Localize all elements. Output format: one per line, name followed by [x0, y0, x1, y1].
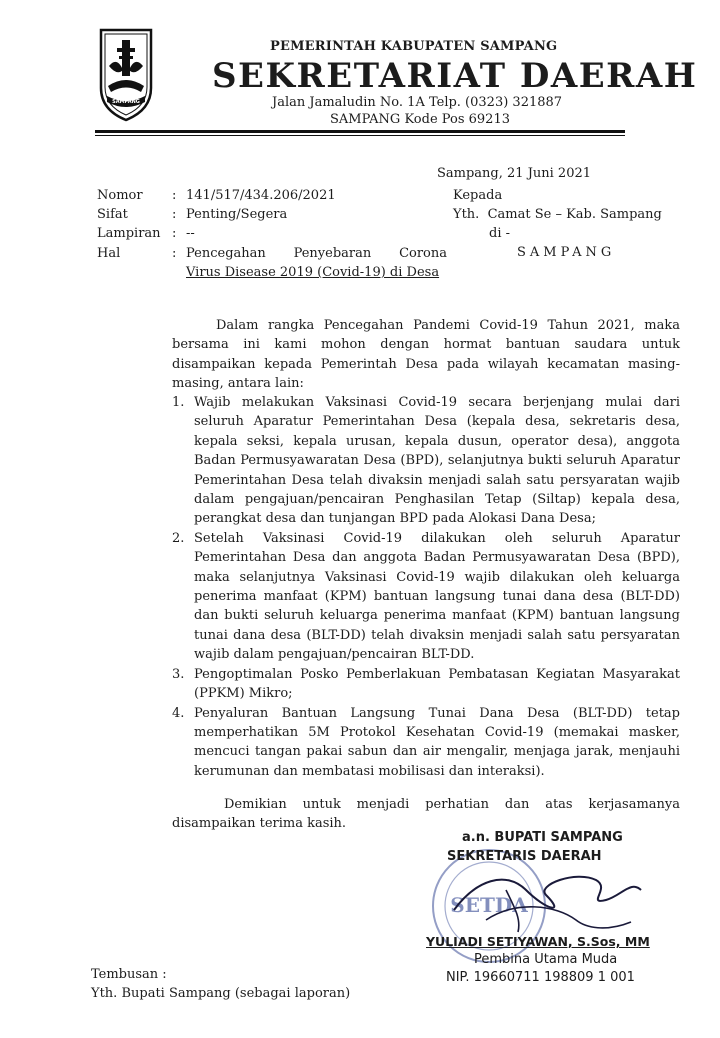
- stamp-text: SETDA: [450, 893, 528, 917]
- meta-value-lampiran: --: [186, 226, 195, 241]
- meta-label-nomor: Nomor: [97, 188, 143, 203]
- list-item: [172, 665, 680, 704]
- handwritten-signature: [446, 860, 646, 940]
- letterhead-government: PEMERINTAH KABUPATEN SAMPANG: [270, 39, 558, 54]
- signature-title: SEKRETARIS DAERAH: [447, 849, 602, 864]
- signatory-rank: Pembina Utama Muda: [474, 952, 618, 967]
- recipient-yth: Yth. Camat Se – Kab. Sampang: [453, 207, 662, 222]
- meta-colon: :: [172, 226, 177, 241]
- cc-line: Yth. Bupati Sampang (sebagai laporan): [91, 986, 351, 1001]
- meta-value-sifat: Penting/Segera: [186, 207, 288, 222]
- list-text: Penyaluran Bantuan Langsung Tunai Dana Desa (BLT-DD) tetap memperhatikan 5M Protokol Kesehatan Covid-19 (memakai masker, mencuci tangan pakai sabun dan air mengalir, menjaga jarak, menjauhi kerumunan dan membatasi mobilisasi dan interaksi).: [194, 705, 680, 779]
- letterhead-postal: SAMPANG Kode Pos 69213: [330, 112, 510, 127]
- list-item: [172, 704, 680, 782]
- closing-paragraph: Demikian untuk menjadi perhatian dan atas kerjasamanya disampaikan terima kasih.: [172, 797, 680, 832]
- list-text: Wajib melakukan Vaksinasi Covid-19 secara berjenjang mulai dari seluruh Aparatur Pemerintahan Desa (kepala desa, sekretaris desa, kepala seksi, kepala urusan, kepala dusun, operator desa), anggota Badan Permusyawaratan Desa (BPD), selanjutnya bukti seluruh Aparatur Pemerintahan Desa telah divaksin menjadi salah satu persyaratan wajib dalam pengajuan/pencairan Penghasilan Tetap (Siltap) kepala desa, perangkat desa dan tunjangan BPD pada Alokasi Dana Desa;: [194, 395, 680, 527]
- recipient-di: di -: [489, 226, 511, 241]
- meta-label-sifat: Sifat: [97, 207, 128, 222]
- letter-date: Sampang, 21 Juni 2021: [437, 166, 592, 181]
- list-number: 3.: [172, 666, 185, 682]
- list-text: Pengoptimalan Posko Pemberlakuan Pembatasan Kegiatan Masyarakat (PPKM) Mikro;: [194, 666, 680, 702]
- signatory-name: YULIADI SETIYAWAN, S.Sos, MM: [426, 934, 650, 949]
- hal-line-2: Virus Disease 2019 (Covid-19) di Desa: [186, 265, 440, 280]
- letterhead-address: Jalan Jamaludin No. 1A Telp. (0323) 321887: [272, 95, 563, 110]
- meta-colon: :: [172, 207, 177, 222]
- letterhead-rule-thin: [95, 135, 625, 136]
- hal-word: Corona: [399, 246, 447, 261]
- letterhead-rule-thick: [95, 130, 625, 133]
- signatory-nip: NIP. 19660711 198809 1 001: [446, 970, 635, 985]
- list-number: 2.: [172, 530, 185, 546]
- meta-value-nomor: 141/517/434.206/2021: [186, 188, 336, 203]
- recipient-place: SAMPANG: [517, 245, 616, 260]
- cc-label: Tembusan :: [91, 967, 167, 982]
- regency-emblem-logo: [95, 26, 157, 122]
- hal-word: Pencegahan: [186, 246, 266, 261]
- list-item: [172, 529, 680, 665]
- opening-paragraph: Dalam rangka Pencegahan Pandemi Covid-19 Tahun 2021, maka bersama ini kami mohon dengan hormat bantuan saudara untuk disampaikan kepada Pemerintah Desa pada wilayah kecamatan masing-masing, antara lain:: [172, 318, 680, 392]
- signature-on-behalf: a.n. BUPATI SAMPANG: [462, 830, 623, 845]
- meta-label-hal: Hal: [97, 246, 121, 261]
- meta-colon: :: [172, 188, 177, 203]
- list-number: 4.: [172, 705, 185, 721]
- list-item: [172, 393, 680, 529]
- hal-word: Penyebaran: [293, 246, 372, 261]
- cc-block: [91, 965, 350, 1003]
- meta-value-hal: [186, 244, 447, 282]
- meta-colon: :: [172, 246, 177, 261]
- letterhead-office: SEKRETARIAT DAERAH: [212, 56, 698, 96]
- instruction-list: [172, 393, 680, 781]
- logo-text: SAMPANG: [112, 99, 140, 105]
- list-number: 1.: [172, 395, 185, 410]
- meta-label-lampiran: Lampiran: [97, 226, 161, 241]
- recipient-kepada: Kepada: [453, 188, 503, 203]
- list-text: Setelah Vaksinasi Covid-19 dilakukan oleh seluruh Aparatur Pemerintahan Desa dan anggota Badan Permusyawaratan Desa (BPD), maka selanjutnya Vaksinasi Covid-19 wajib dilakukan oleh keluarga penerima manfaat (KPM) bantuan langsung tunai dana desa (BLT-DD) dan bukti seluruh keluarga penerima manfaat (KPM) bantuan langsung tunai dana desa (BLT-DD) telah divaksin menjadi salah satu persyaratan wajib dalam pengajuan/pencairan BLT-DD.: [194, 530, 680, 663]
